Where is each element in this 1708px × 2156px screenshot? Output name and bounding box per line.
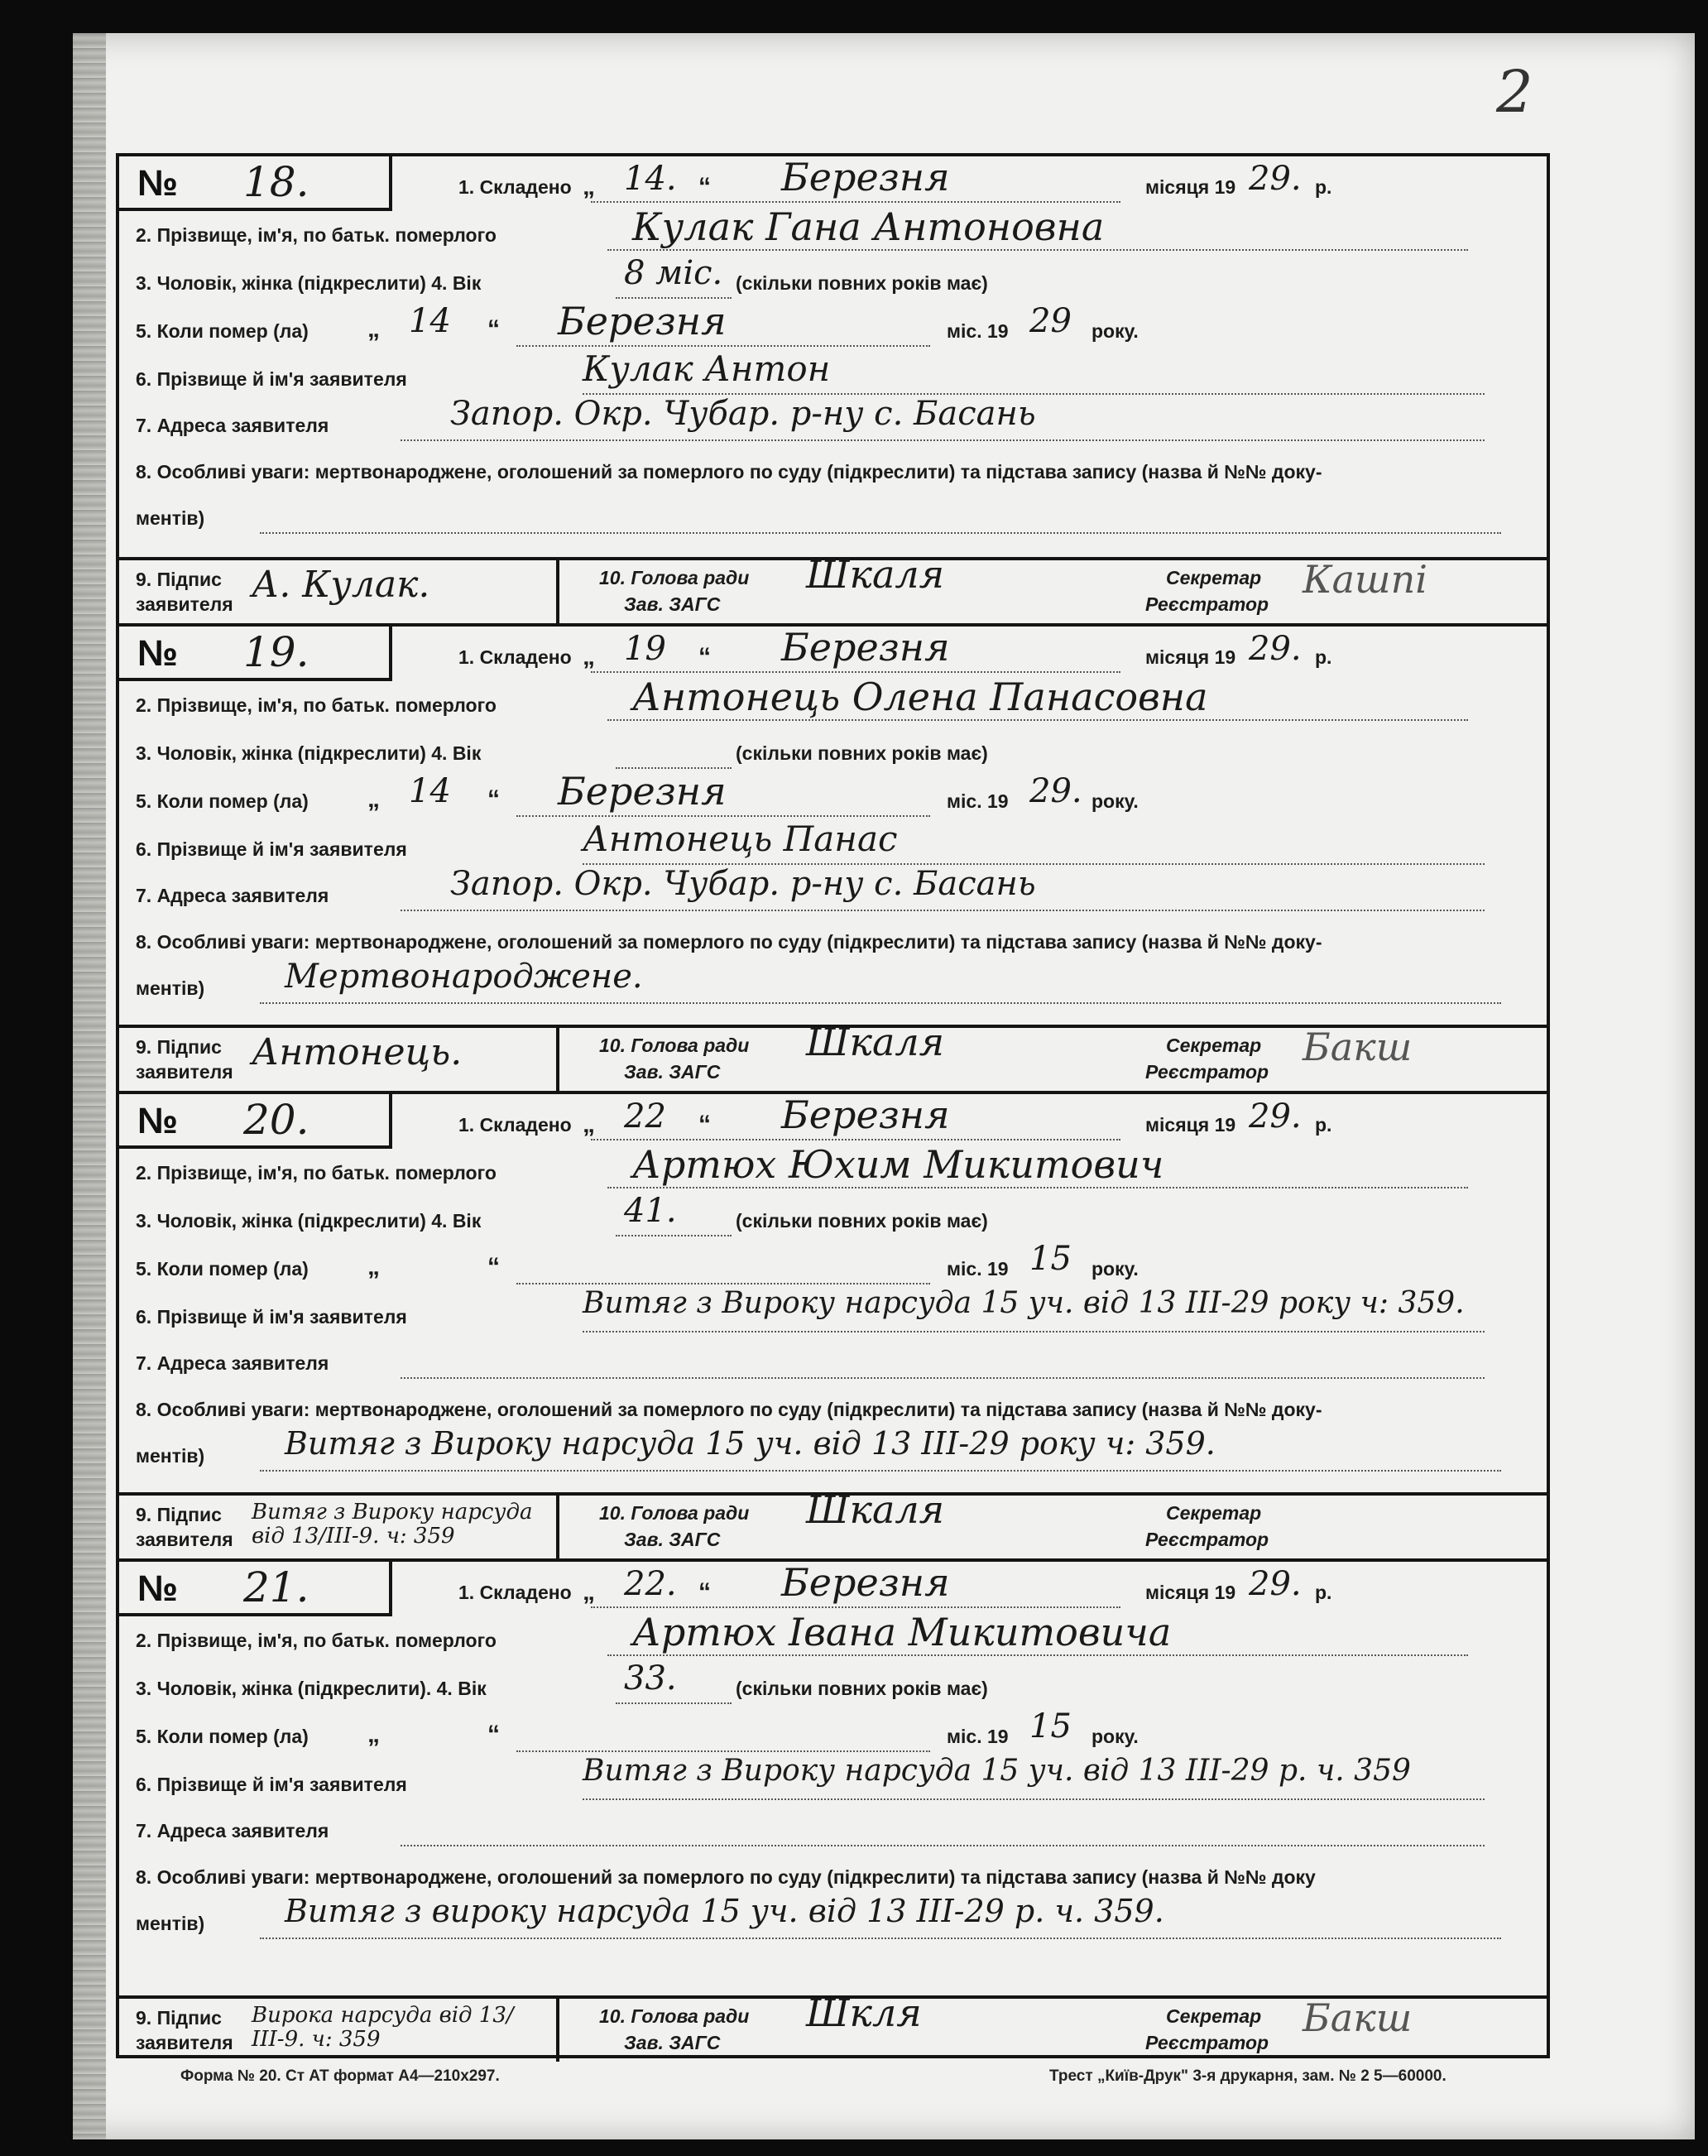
sig-label-a: 9. Підпис	[136, 1504, 222, 1525]
compiled-year: 29.	[1249, 1097, 1302, 1136]
record-number-box	[119, 1094, 392, 1149]
number-sign: №	[137, 163, 179, 204]
sig-label-b: заявителя	[136, 593, 233, 615]
notes-value: Мертвонароджене.	[285, 958, 643, 996]
death-mis-label: міс. 19	[947, 790, 1009, 812]
year-r: р.	[1315, 176, 1332, 198]
head-signature: Шкаля	[806, 1020, 945, 1064]
head-label: 10. Голова ради	[599, 1035, 750, 1056]
field-notes-label: 8. Особливі уваги: мертвонароджене, оголошений за померлого по суду (підкреслити) та підстава запису (назва й №№ доку-	[136, 931, 1322, 953]
sig-label-b: заявителя	[136, 1529, 233, 1550]
compiled-year: 29.	[1249, 630, 1302, 668]
deceased-line	[607, 249, 1468, 251]
field-address-label: 7. Адреса заявителя	[136, 415, 329, 436]
field-compiled-label: 1. Складено	[458, 176, 572, 198]
secretary-label: Секретар	[1166, 567, 1262, 588]
notes-value: Витяг з вироку нарсуда 15 уч. від 13 ІІІ-29 р. ч. 359.	[285, 1893, 1164, 1929]
field-notes-cont: ментів)	[136, 1913, 205, 1934]
compiled-day: 22	[624, 1097, 666, 1136]
field-notes-cont: ментів)	[136, 977, 205, 999]
secretary-signature: Бакш	[1303, 1995, 1413, 2040]
zags-label: Зав. ЗАГС	[624, 1061, 721, 1083]
field-address-label: 7. Адреса заявителя	[136, 885, 329, 906]
month-label: місяця 19	[1145, 646, 1236, 668]
death-line	[516, 1750, 930, 1752]
zags-label: Зав. ЗАГС	[624, 593, 721, 615]
secretary-signature: Кашпі	[1303, 557, 1427, 602]
deceased-line	[607, 1654, 1468, 1656]
age-suffix: (скільки повних років має)	[736, 1210, 988, 1232]
field-address-label: 7. Адреса заявителя	[136, 1820, 329, 1841]
number-sign: №	[137, 1101, 179, 1141]
deceased-name: Артюх Івана Микитовича	[632, 1610, 1172, 1654]
applicant-name: Витяг з Вироку нарсуда 15 уч. від 13 ІІІ-29 року ч: 359.	[583, 1286, 1465, 1320]
applicant-signature: Вирока нарсуда від 13/ІІІ-9. ч: 359	[252, 2003, 514, 2052]
compiled-day: 22.	[624, 1565, 677, 1603]
age-line	[616, 1702, 732, 1704]
field-gender-age-label: 3. Чоловік, жінка (підкреслити). 4. Вік	[136, 1678, 487, 1699]
age-suffix: (скільки повних років має)	[736, 742, 988, 764]
sig-label-b: заявителя	[136, 1061, 233, 1083]
applicant-signature: Витяг з Вироку нарсуда від 13/ІІІ-9. ч: 359	[252, 1500, 533, 1549]
record-21: № 21. 1. Складено „ 22. “ Березня місяця 19 29. р. 2. Прізвище, ім'я, по батьк. померлого Артюх Івана Микитовича 3. Чоловік, жінка (підкреслити). 4. Вік 33. (скільки повних років має) 5. Коли помер (ла) „ “ міс. 19 15 року. 6. Прізвище й ім'я заявителя Витяг з Вироку нарсуда 15 уч. від 13 ІІІ-29 р. ч. 359 7. Адреса заявителя 8. Особливі уваги: мертвонароджене, оголошений за померлого по суду (підкреслити) та підстава запису (назва й №№ доку ментів) Витяг з вироку нарсуда 15 уч. від 13 ІІІ-29 р. ч. 359. 9. Підпис заявителя Вирока нарсуда від 13/ІІІ-9. ч: 359 10. Голова ради Зав. ЗАГС Шкля Секретар Реєстратор Бакш	[119, 1562, 1547, 2062]
age-value: 41.	[624, 1192, 677, 1230]
secretary-label: Секретар	[1166, 1502, 1262, 1524]
field-notes-label: 8. Особливі уваги: мертвонароджене, оголошений за померлого по суду (підкреслити) та підстава запису (назва й №№ доку-	[136, 461, 1322, 483]
field-deceased-label: 2. Прізвище, ім'я, по батьк. померлого	[136, 1630, 497, 1651]
applicant-name: Антонець Панас	[583, 819, 898, 859]
death-roku: року.	[1091, 790, 1139, 812]
footer-left: Форма № 20. Ст АТ формат А4—210х297.	[180, 2067, 500, 2085]
compiled-line	[591, 671, 1120, 673]
month-label: місяця 19	[1145, 1582, 1236, 1603]
death-mis-label: міс. 19	[947, 1726, 1009, 1747]
deceased-name: Артюх Юхим Микитович	[632, 1142, 1164, 1187]
notes-line	[260, 1938, 1501, 1939]
applicant-name: Кулак Антон	[583, 348, 831, 389]
sig-divider	[556, 1496, 559, 1558]
death-month: Березня	[558, 299, 727, 343]
head-label: 10. Голова ради	[599, 1502, 750, 1524]
record-19: № 19. 1. Складено „ 19 “ Березня місяця 19 29. р. 2. Прізвище, ім'я, по батьк. померлого Антонець Олена Панасовна 3. Чоловік, жінка (підкреслити) 4. Вік (скільки повних років має) 5. Коли помер (ла) „ 14 “ Березня міс. 19 29. року. 6. Прізвище й ім'я заявителя Антонець Панас 7. Адреса заявителя Запор. Окр. Чубар. р-ну с. Басань 8. Особливі уваги: мертвонароджене, оголошений за померлого по суду (підкреслити) та підстава запису (назва й №№ доку- ментів) Мертвонароджене. 9. Підпис заявителя Антонець. 10. Голова ради Зав. ЗАГС Шкаля Секретар Реєстратор Бакш	[119, 627, 1547, 1094]
death-year: 29.	[1029, 772, 1082, 810]
field-applicant-label: 6. Прізвище й ім'я заявителя	[136, 368, 407, 390]
zags-label: Зав. ЗАГС	[624, 2032, 721, 2053]
field-notes-label: 8. Особливі уваги: мертвонароджене, оголошений за померлого по суду (підкреслити) та підстава запису (назва й №№ доку	[136, 1866, 1316, 1888]
applicant-name: Витяг з Вироку нарсуда 15 уч. від 13 ІІІ-29 р. ч. 359	[583, 1754, 1411, 1788]
age-suffix: (скільки повних років має)	[736, 272, 988, 294]
registrar-label: Реєстратор	[1145, 1529, 1269, 1550]
applicant-line	[583, 1798, 1485, 1800]
field-deceased-label: 2. Прізвище, ім'я, по батьк. померлого	[136, 224, 497, 246]
month-label: місяця 19	[1145, 1114, 1236, 1136]
field-gender-age-label: 3. Чоловік, жінка (підкреслити) 4. Вік	[136, 1210, 482, 1232]
age-value: 8 міс.	[624, 254, 723, 292]
year-r: р.	[1315, 1582, 1332, 1603]
year-r: р.	[1315, 646, 1332, 668]
death-roku: року.	[1091, 320, 1139, 342]
field-notes-cont: ментів)	[136, 507, 205, 529]
sig-divider	[556, 560, 559, 623]
compiled-month: Березня	[781, 155, 950, 199]
registrar-label: Реєстратор	[1145, 593, 1269, 615]
record-number: 19.	[243, 628, 309, 676]
address-line	[401, 910, 1485, 911]
notes-value: Витяг з Вироку нарсуда 15 уч. від 13 ІІІ-29 року ч: 359.	[285, 1425, 1216, 1462]
field-death-date-label: 5. Коли помер (ла)	[136, 1726, 309, 1747]
secretary-signature: Бакш	[1303, 1025, 1413, 1069]
field-compiled-label: 1. Складено	[458, 646, 572, 668]
record-18: № 18. 1. Складено „ 14. “ Березня місяця 19 29. р. 2. Прізвище, ім'я, по батьк. померлого Кулак Гана Антоновна 3. Чоловік, жінка (підкреслити) 4. Вік 8 міс. (скільки повних років має) 5. Коли помер (ла) „ 14 “ Березня міс. 19 29 року. 6. Прізвище й ім'я заявителя Кулак Антон 7. Адреса заявителя Запор. Окр. Чубар. р-ну с. Басань 8. Особливі уваги: мертвонароджене, оголошений за померлого по суду (підкреслити) та підстава запису (назва й №№ доку- ментів) 9. Підпис заявителя А. Кулак. 10. Голова ради Зав. ЗАГС Шкаля Секретар Реєстратор Кашпі	[119, 156, 1547, 627]
record-number-box	[119, 1562, 392, 1616]
signature-row	[119, 1990, 1547, 2062]
field-death-date-label: 5. Коли помер (ла)	[136, 1258, 309, 1280]
deceased-name: Кулак Гана Антоновна	[632, 204, 1105, 249]
death-mis-label: міс. 19	[947, 1258, 1009, 1280]
notes-line	[260, 532, 1501, 534]
notes-line	[260, 1002, 1501, 1004]
secretary-label: Секретар	[1166, 2005, 1262, 2027]
death-year: 15	[1029, 1240, 1072, 1278]
address-line	[401, 1377, 1485, 1379]
sig-label-a: 9. Підпис	[136, 569, 222, 590]
field-compiled-label: 1. Складено	[458, 1582, 572, 1603]
head-signature: Шкаля	[806, 1487, 945, 1532]
document-sheet	[73, 33, 1695, 2139]
field-address-label: 7. Адреса заявителя	[136, 1352, 329, 1374]
registrar-label: Реєстратор	[1145, 1061, 1269, 1083]
deceased-line	[607, 719, 1468, 721]
field-deceased-label: 2. Прізвище, ім'я, по батьк. померлого	[136, 694, 497, 716]
field-applicant-label: 6. Прізвище й ім'я заявителя	[136, 838, 407, 860]
footer-right: Трест „Київ-Друк" 3-я друкарня, зам. № 2 5—60000.	[1049, 2067, 1447, 2085]
death-roku: року.	[1091, 1726, 1139, 1747]
head-signature: Шкля	[806, 1990, 922, 2035]
applicant-address: Запор. Окр. Чубар. р-ну с. Басань	[450, 395, 1036, 433]
compiled-month: Березня	[781, 1092, 950, 1137]
compiled-month: Березня	[781, 1560, 950, 1605]
death-line	[516, 1283, 930, 1284]
sig-divider	[556, 1028, 559, 1091]
head-signature: Шкаля	[806, 552, 945, 597]
compiled-year: 29.	[1249, 1565, 1302, 1603]
death-line	[516, 815, 930, 817]
field-notes-label: 8. Особливі уваги: мертвонароджене, оголошений за померлого по суду (підкреслити) та підстава запису (назва й №№ доку-	[136, 1399, 1322, 1420]
binding-spine	[73, 33, 106, 2139]
death-day: 14	[409, 302, 451, 340]
address-line	[401, 1845, 1485, 1846]
compiled-line	[591, 201, 1120, 203]
field-deceased-label: 2. Прізвище, ім'я, по батьк. померлого	[136, 1162, 497, 1184]
compiled-year: 29.	[1249, 160, 1302, 198]
field-compiled-label: 1. Складено	[458, 1114, 572, 1136]
death-day: 14	[409, 772, 451, 810]
field-notes-cont: ментів)	[136, 1445, 205, 1467]
field-applicant-label: 6. Прізвище й ім'я заявителя	[136, 1774, 407, 1795]
record-number: 18.	[243, 158, 309, 206]
notes-line	[260, 1470, 1501, 1472]
applicant-address: Запор. Окр. Чубар. р-ну с. Басань	[450, 865, 1036, 903]
compiled-day: 19	[624, 630, 666, 668]
year-r: р.	[1315, 1114, 1332, 1136]
number-sign: №	[137, 1568, 179, 1609]
head-label: 10. Голова ради	[599, 2005, 750, 2027]
compiled-line	[591, 1606, 1120, 1608]
sig-label-a: 9. Підпис	[136, 1036, 222, 1058]
death-year: 29	[1029, 302, 1072, 340]
death-month: Березня	[558, 769, 727, 814]
field-death-date-label: 5. Коли помер (ла)	[136, 790, 309, 812]
age-value: 33.	[624, 1659, 677, 1697]
head-label: 10. Голова ради	[599, 567, 750, 588]
deceased-name: Антонець Олена Панасовна	[632, 675, 1208, 719]
sig-divider	[556, 1999, 559, 2062]
address-line	[401, 439, 1485, 441]
death-roku: року.	[1091, 1258, 1139, 1280]
applicant-line	[583, 1331, 1485, 1332]
compiled-line	[591, 1139, 1120, 1140]
page-number: 2	[1496, 58, 1533, 126]
record-number-box	[119, 627, 392, 681]
signature-row	[119, 1020, 1547, 1091]
record-number-box	[119, 156, 392, 211]
record-number: 21.	[243, 1563, 309, 1611]
month-label: місяця 19	[1145, 176, 1236, 198]
sig-label-b: заявителя	[136, 2032, 233, 2053]
age-suffix: (скільки повних років має)	[736, 1678, 988, 1699]
number-sign: №	[137, 633, 179, 674]
compiled-month: Березня	[781, 625, 950, 670]
age-line	[616, 1235, 732, 1236]
death-year: 15	[1029, 1707, 1072, 1745]
compiled-day: 14.	[624, 160, 677, 198]
field-death-date-label: 5. Коли помер (ла)	[136, 320, 309, 342]
field-gender-age-label: 3. Чоловік, жінка (підкреслити) 4. Вік	[136, 742, 482, 764]
record-number: 20.	[243, 1096, 309, 1144]
zags-label: Зав. ЗАГС	[624, 1529, 721, 1550]
record-20: № 20. 1. Складено „ 22 “ Березня місяця 19 29. р. 2. Прізвище, ім'я, по батьк. померлого Артюх Юхим Микитович 3. Чоловік, жінка (підкреслити) 4. Вік 41. (скільки повних років має) 5. Коли помер (ла) „ “ міс. 19 15 року. 6. Прізвище й ім'я заявителя Витяг з Вироку нарсуда 15 уч. від 13 ІІІ-29 року ч: 359. 7. Адреса заявителя 8. Особливі уваги: мертвонароджене, оголошений за померлого по суду (підкреслити) та підстава запису (назва й №№ доку- ментів) Витяг з Вироку нарсуда 15 уч. від 13 ІІІ-29 року ч: 359. 9. Підпис заявителя Витяг з Вироку нарсуда від 13/ІІІ-9. ч: 359 10. Голова ради Зав. ЗАГС Шкаля Секретар Реєстратор	[119, 1094, 1547, 1562]
secretary-label: Секретар	[1166, 1035, 1262, 1056]
register-frame	[116, 153, 1550, 2058]
deceased-line	[607, 1187, 1468, 1188]
applicant-signature: А. Кулак.	[252, 564, 430, 606]
death-line	[516, 345, 930, 347]
applicant-signature: Антонець.	[252, 1031, 463, 1073]
signature-row	[119, 552, 1547, 623]
registrar-label: Реєстратор	[1145, 2032, 1269, 2053]
field-gender-age-label: 3. Чоловік, жінка (підкреслити) 4. Вік	[136, 272, 482, 294]
signature-row	[119, 1487, 1547, 1558]
sig-label-a: 9. Підпис	[136, 2007, 222, 2029]
death-mis-label: міс. 19	[947, 320, 1009, 342]
field-applicant-label: 6. Прізвище й ім'я заявителя	[136, 1306, 407, 1328]
